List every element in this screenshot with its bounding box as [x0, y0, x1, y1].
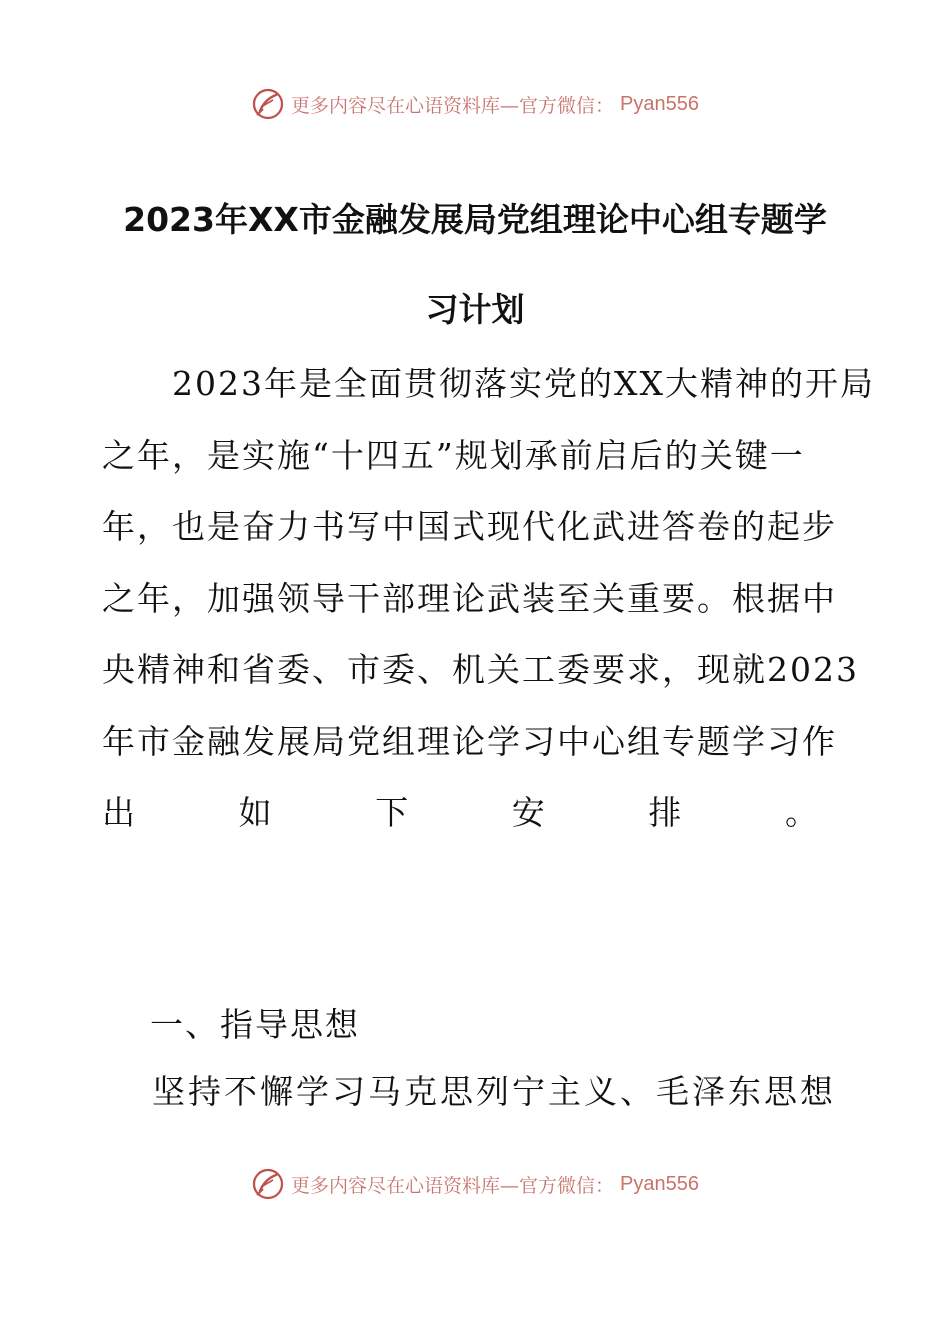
- paragraph-line: 年，也是奋力书写中国式现代化武进答卷的起步: [102, 507, 837, 546]
- section-heading: 一、指导思想: [150, 1005, 360, 1044]
- watermark-text: 更多内容尽在心语资料库—官方微信：: [291, 1174, 615, 1197]
- paragraph-char: 安: [511, 793, 547, 832]
- paragraph-char: 出: [102, 793, 137, 832]
- document-title: [100, 175, 850, 355]
- pen-logo-icon: [251, 87, 285, 121]
- top-watermark-banner: [0, 84, 950, 124]
- paragraph-last-line: [102, 777, 820, 849]
- watermark-wechat-id: Pyan556: [620, 1172, 699, 1195]
- paragraph-line: 央精神和省委、市委、机关工委要求，现就2023: [102, 650, 859, 689]
- paragraph-char: 。: [784, 793, 820, 832]
- paragraph-char: 如: [238, 793, 274, 832]
- paragraph-line: 之年，是实施“十四五”规划承前启后的关键一: [102, 435, 805, 475]
- bottom-watermark-banner: [0, 1164, 950, 1204]
- paragraph-char: 下: [375, 793, 411, 832]
- paragraph-char: 排: [648, 793, 684, 832]
- paragraph-line: 年市金融发展局党组理论学习中心组专题学习作: [102, 721, 837, 761]
- paragraph-line: 之年，加强领导干部理论武装至关重要。根据中: [102, 578, 837, 618]
- section-body-line: 坚持不懈学习马克思列宁主义、毛泽东思想: [152, 1072, 836, 1111]
- watermark-wechat-id: Pyan556: [620, 92, 699, 115]
- title-line-2: 习计划: [425, 290, 525, 329]
- paragraph-line: 2023年是全面贯彻落实党的XX大精神的开局: [102, 364, 875, 403]
- title-line-1: 2023年XX市金融发展局党组理论中心组专题学: [123, 200, 827, 239]
- watermark-text: 更多内容尽在心语资料库—官方微信：: [291, 94, 615, 117]
- pen-logo-icon: [251, 1167, 285, 1201]
- intro-paragraph: [102, 348, 875, 849]
